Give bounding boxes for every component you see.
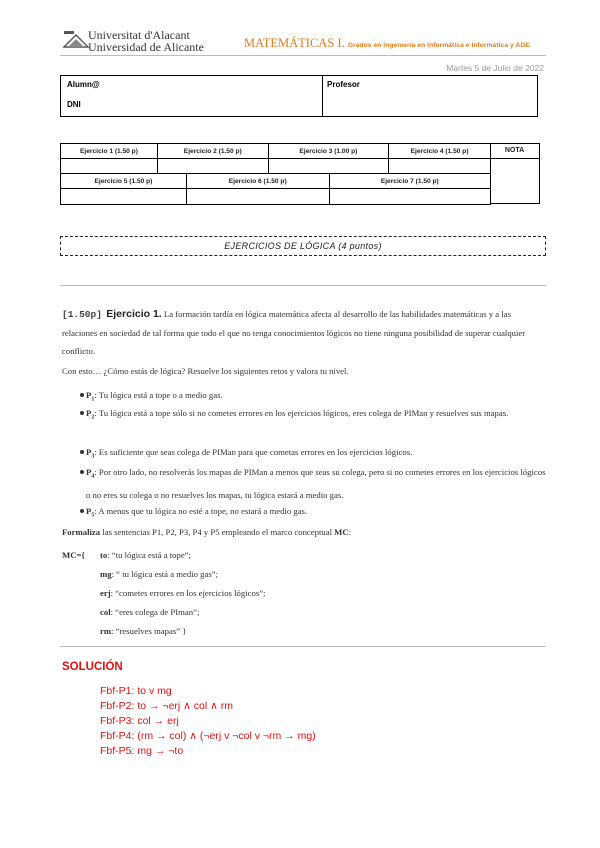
- exercise-intro: [62, 305, 546, 360]
- bullet-icon: [80, 450, 84, 454]
- header-divider: [60, 55, 546, 56]
- grade-cell[interactable]: [268, 159, 389, 174]
- premise-item: $P_1$: Tu lógica está a tope o a medio gas.: [86, 386, 546, 409]
- mc-item: to: “tu lógica está a tope”;: [100, 550, 191, 560]
- grade-header: Ejercicio 7 (1.50 p): [329, 174, 490, 189]
- student-label: Alumn@: [67, 80, 100, 89]
- grade-header: Ejercicio 5 (1.50 p): [61, 174, 187, 189]
- grade-cell[interactable]: [61, 159, 158, 174]
- grade-cell[interactable]: [61, 189, 187, 205]
- university-logo-icon: [62, 29, 90, 49]
- student-info-box: [60, 75, 538, 117]
- grade-table-row2: [60, 173, 491, 205]
- exercise-intro-text: La formación tardía en lógica matemática afecta al desarrollo de las habilidades matemáticas y a las relaciones en sociedad de tal forma que todo el que no tenga conocimientos lógicos no tiene ninguna posibilidad de superar cualquier conflicto.: [62, 309, 526, 356]
- bullet-icon: [80, 509, 84, 513]
- grade-cell[interactable]: [186, 189, 329, 205]
- premise-item: $P_4$: Por otro lado, no resolverás los mapas de PIMan a menos que seas su colega, pero si no cometes errores en los ejercicios lógicos o no eres su colega o no resuelves los mapas, tu lógica estará a medio gas.: [86, 463, 546, 504]
- grade-cell[interactable]: [389, 159, 491, 174]
- grade-cell[interactable]: [329, 189, 490, 205]
- premise-item: $P_2$: Tu lógica está a tope sólo si no cometes errores en los ejercicios lógicos, eres colega de PIMan y resuelves sus mapas.: [86, 404, 546, 427]
- mc-prefix: MC={: [62, 550, 85, 560]
- solution-line: Fbf-P3: col → erj: [100, 715, 179, 727]
- exercise-title: Ejercicio 1.: [106, 308, 162, 320]
- grade-header: Ejercicio 1 (1.50 p): [61, 144, 158, 159]
- grade-header: Ejercicio 6 (1.50 p): [186, 174, 329, 189]
- mc-item: col: “eres colega de PIman”;: [100, 607, 200, 617]
- solution-line: Fbf-P5: mg → ¬to: [100, 745, 184, 757]
- mc-item: erj: “cometes errores en los ejercicios lógicos”;: [100, 588, 266, 598]
- exam-date: Martes 5 de Julio de 2022: [446, 63, 544, 73]
- teacher-label: Profesor: [327, 80, 360, 89]
- solution-title: SOLUCIÓN: [62, 661, 123, 673]
- student-box-divider: [322, 76, 323, 116]
- dni-label: DNI: [67, 100, 81, 109]
- course-subtitle: Grados en Ingeniería en Informática e Informática y ADE: [347, 42, 530, 49]
- solution-line: Fbf-P1: to v mg: [100, 685, 172, 697]
- premise-item: $P_5$: A menos que tu lógica no esté a tope, no estará a medio gas.: [86, 502, 546, 525]
- course-title-main: MATEMÁTICAS I.: [244, 36, 345, 50]
- bullet-icon: [80, 393, 84, 397]
- university-name-line2: Universidad de Alicante: [88, 40, 204, 54]
- grade-header: Ejercicio 2 (1.50 p): [157, 144, 268, 159]
- exercise-lead: Con esto… ¿Cómo estás de lógica? Resuelve los siguientes retos y valora tu nivel.: [62, 366, 349, 376]
- solution-line: Fbf-P2: to → ¬erj ∧ col ∧ rm: [100, 700, 233, 712]
- university-name-line1: Universitat d'Alacant: [88, 28, 190, 42]
- course-title: [244, 36, 530, 51]
- bullet-icon: [80, 470, 84, 474]
- nota-box: [490, 143, 540, 204]
- nota-label: NOTA: [490, 144, 539, 159]
- grade-table-row1: [60, 143, 491, 174]
- section-divider: [60, 285, 546, 286]
- mc-item: rm: “resuelves mapas” }: [100, 626, 187, 636]
- exercise-points: [1.50p]: [62, 309, 102, 320]
- grade-cell[interactable]: [157, 159, 268, 174]
- formaliza-sentence: Formaliza las sentencias P1, P2, P3, P4 y P5 empleando el marco conceptual MC:: [62, 527, 352, 537]
- bullet-icon: [80, 411, 84, 415]
- premise-item: $P_3$: Es suficiente que seas colega de PIMan para que cometas errores en los ejercicios lógicos.: [86, 443, 546, 466]
- mc-item: mg: “ tu lógica está a medio gas”;: [100, 569, 218, 579]
- grade-header: Ejercicio 4 (1.50 p): [389, 144, 491, 159]
- grade-header: Ejercicio 3 (1.00 p): [268, 144, 389, 159]
- section-title: EJERCICIOS DE LÓGICA (4 puntos): [60, 236, 546, 256]
- solution-line: Fbf-P4: (rm → col) ∧ (¬erj v ¬col v ¬rm → mg): [100, 730, 316, 742]
- solution-divider: [60, 646, 546, 647]
